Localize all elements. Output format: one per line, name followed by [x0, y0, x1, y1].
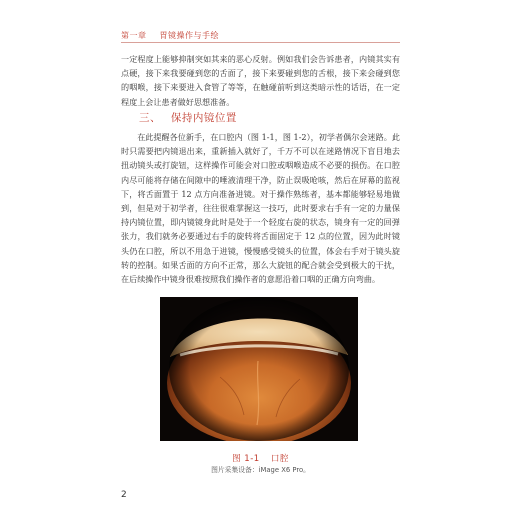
figure-source: 图片采集设备：iMage X6 Pro。	[211, 466, 310, 474]
page-number: 2	[121, 490, 127, 500]
paragraph-2: 在此提醒各位新手，在口腔内（图 1-1，图 1-2），初学者偶尔会迷路。此时只需要把内镜退出来，重新插入就好了，千万不可以在迷路情况下盲目地去扭动镜头或打旋钮，这样操作可能会对口腔或咽喉造成不必要的损伤。在口腔内尽可能将存储在间隙中的唾液清理干净，防止误吸呛咳，然后在屏幕的监视下，将舌面置于 12 点方向准备进镜。对于操作熟练者，基本都能够轻易地做到，但是对于初学者，往往很难掌握这一技巧，此时要求右手有一定的力量保持内镜位置，即内镜镜身此时是处于一个轻度右旋的状态，镜身有一定的回弹张力，我们就务必要通过右手的旋转将舌面固定于 12 点的位置，因为此时镜头仍在口腔，所以不用急于进镜，慢慢感受镜头的位置，体会右手对于镜头旋转的控制。如果舌面的方向不正常，那么大旋钮的配合就会受到极大的干扰，在后续操作中镜身很难按照我们操作者的意愿沿着口咽的正确方向弯曲。	[121, 132, 400, 285]
header-divider	[121, 42, 400, 43]
running-header	[121, 30, 219, 41]
section-heading	[139, 110, 237, 125]
section-title: 保持内镜位置	[170, 112, 237, 124]
endoscopy-photo	[160, 297, 358, 441]
figure-label: 图 1-1	[232, 454, 260, 464]
chapter-title: 胃镜操作与手绘	[159, 31, 220, 40]
figure-caption	[121, 452, 400, 464]
figure-title: 口腔	[270, 454, 289, 464]
paragraph-1: 一定程度上能够抑制突如其来的恶心反射。例如我们会告诉患者，内镜其实有点硬，接下来我要碰到您的舌面了，接下来要碰到您的舌根，接下来会碰到您的咽喉，接下来要进入食管了等等，在触碰前听到这类暗示性的话语，在一定程度上会让患者做好思想准备。	[121, 54, 400, 107]
chapter-label: 第一章	[121, 31, 147, 40]
section-number: 三、	[139, 112, 161, 124]
